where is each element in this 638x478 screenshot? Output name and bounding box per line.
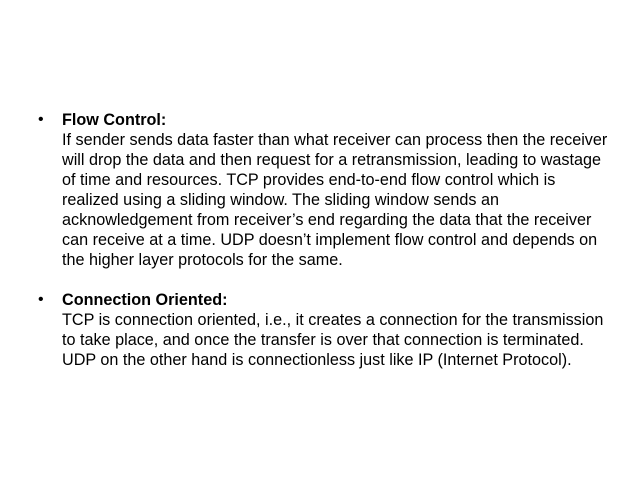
bullet-marker: •	[38, 291, 44, 308]
bullet-heading: Connection Oriented:	[62, 291, 228, 309]
bullet-text: TCP is connection oriented, i.e., it creates a connection for the transmission to take place, and once the transfer is over that connection is terminated. UDP on the other hand is connectionless just like IP (Internet Protocol).	[62, 311, 604, 369]
bullet-item-flow-control	[38, 110, 608, 270]
bullet-marker: •	[38, 111, 44, 128]
bullet-text: If sender sends data faster than what receiver can process then the receiver will drop the data and then request for a retransmission, leading to wastage of time and resources. TCP provides end-to-end flow control which is realized using a sliding window. The sliding window sends an acknowledgement from receiver’s end regarding the data that the receiver can receive at a time. UDP doesn’t implement flow control and depends on the higher layer protocols for the same.	[62, 131, 608, 269]
bullet-list	[38, 110, 608, 370]
bullet-heading: Flow Control:	[62, 111, 167, 129]
bullet-item-connection-oriented	[38, 290, 608, 370]
